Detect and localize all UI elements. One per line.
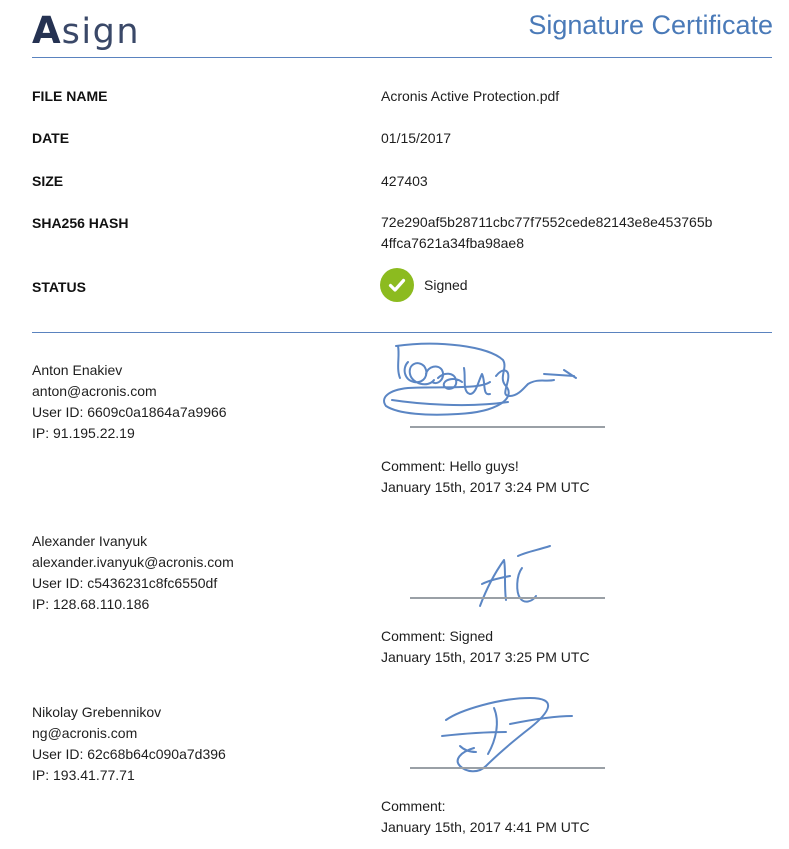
signature-image-1 xyxy=(378,338,588,420)
signer-ip: IP: 193.41.77.71 xyxy=(32,767,135,783)
signer-email: ng@acronis.com xyxy=(32,725,138,741)
comment-timestamp: January 15th, 2017 3:25 PM UTC xyxy=(381,649,590,665)
size-label: SIZE xyxy=(32,173,64,189)
hash-value-line2: 4ffca7621a34fba98ae8 xyxy=(381,235,524,251)
comment-text: Comment: xyxy=(381,798,446,814)
details-divider xyxy=(32,332,772,333)
status-value: Signed xyxy=(424,277,468,293)
signer-email: anton@acronis.com xyxy=(32,383,157,399)
file-name-value: Acronis Active Protection.pdf xyxy=(381,88,560,104)
signature-line-1 xyxy=(410,426,605,428)
signer-email: alexander.ivanyuk@acronis.com xyxy=(32,554,234,570)
signer-name: Anton Enakiev xyxy=(32,362,123,378)
signer-comment-2 xyxy=(381,626,590,668)
signer-info-1 xyxy=(32,360,227,444)
signature-line-2 xyxy=(410,597,605,599)
comment-timestamp: January 15th, 2017 3:24 PM UTC xyxy=(381,479,590,495)
asign-logo xyxy=(32,8,140,54)
hash-label: SHA256 HASH xyxy=(32,215,129,231)
status-label: STATUS xyxy=(32,279,86,295)
signer-name: Nikolay Grebennikov xyxy=(32,704,162,720)
date-value: 01/15/2017 xyxy=(381,130,452,146)
comment-timestamp: January 15th, 2017 4:41 PM UTC xyxy=(381,819,590,835)
signature-line-3 xyxy=(410,767,605,769)
signer-name: Alexander Ivanyuk xyxy=(32,533,148,549)
date-label: DATE xyxy=(32,130,70,146)
signer-user-id: User ID: 6609c0a1864a7a9966 xyxy=(32,404,227,420)
signer-info-2 xyxy=(32,531,234,615)
signer-info-3 xyxy=(32,702,226,786)
header-divider xyxy=(32,57,772,58)
signer-user-id: User ID: 62c68b64c090a7d396 xyxy=(32,746,226,762)
checkmark-icon xyxy=(380,268,414,302)
signature-image-2 xyxy=(460,540,560,610)
signer-comment-1 xyxy=(381,456,590,498)
size-value: 427403 xyxy=(381,173,428,189)
hash-value-line1: 72e290af5b28711cbc77f7552cede82143e8e453765b xyxy=(381,214,713,230)
signer-ip: IP: 91.195.22.19 xyxy=(32,425,135,441)
comment-text: Comment: Hello guys! xyxy=(381,458,519,474)
logo-rest: sign xyxy=(61,12,140,52)
logo-first-letter: A xyxy=(32,9,62,52)
page-title: Signature Certificate xyxy=(528,10,773,40)
comment-text: Comment: Signed xyxy=(381,628,494,644)
signer-user-id: User ID: c5436231c8fc6550df xyxy=(32,575,218,591)
file-name-label: FILE NAME xyxy=(32,88,108,104)
signer-ip: IP: 128.68.110.186 xyxy=(32,596,150,612)
signer-comment-3 xyxy=(381,796,590,838)
